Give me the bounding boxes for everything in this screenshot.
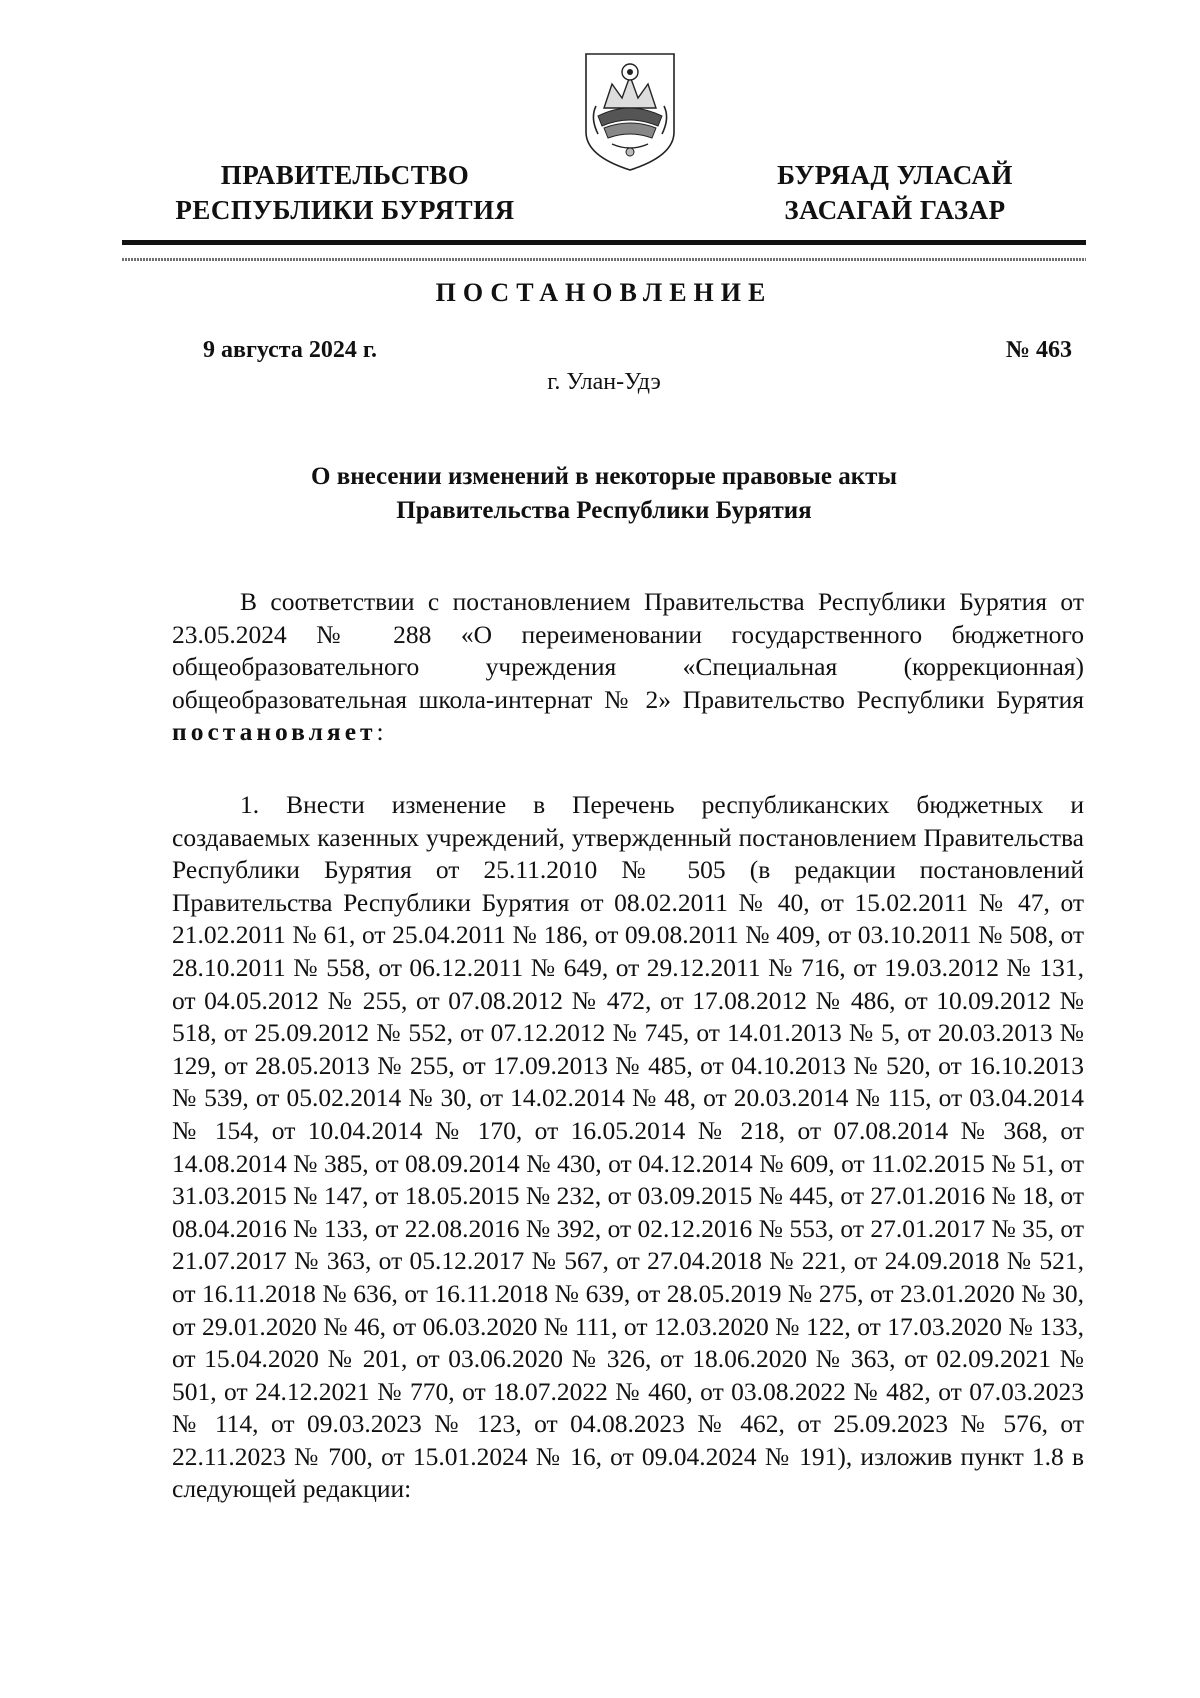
paragraph-preamble: [172, 586, 1084, 749]
header-divider-thick: [122, 240, 1086, 245]
org-name-russian-line2: РЕСПУБЛИКИ БУРЯТИЯ: [175, 195, 515, 225]
document-date: 9 августа 2024 г.: [203, 337, 378, 363]
preamble-end: :: [376, 717, 384, 747]
header-divider-thin: [122, 258, 1086, 261]
paragraph-item-1: [172, 789, 1084, 1506]
preamble-text: В соответствии с постановлением Правительства Республики Бурятия от 23.05.2024 № 288 «О переименовании государственного бюджетного общеобразовательного учреждения «Специальная (коррекционная) общеобразовательная школа-интернат № 2» Правительство Республики Бурятия: [172, 587, 1084, 714]
document-number: № 463: [1005, 337, 1072, 363]
org-name-buryat: [745, 158, 1045, 228]
org-name-buryat-line2: ЗАСАГАЙ ГАЗАР: [784, 195, 1006, 225]
org-name-russian-line1: ПРАВИТЕЛЬСТВО: [220, 160, 470, 190]
coat-of-arms-icon: [582, 48, 678, 174]
org-name-buryat-line1: БУРЯАД УЛАСАЙ: [777, 160, 1013, 190]
document-subject: [122, 460, 1086, 528]
item-1-text: 1. Внести изменение в Перечень республиканских бюджетных и создаваемых казенных учреждений, утвержденный постановлением Правительства Республики Бурятия от 25.11.2010 № 505 (в редакции постановлений Правительства Республики Бурятия от 08.02.2011 № 40, от 15.02.2011 № 47, от 21.02.2011 № 61, от 25.04.2011 № 186, от 09.08.2011 № 409, от 03.10.2011 № 508, от 28.10.2011 № 558, от 06.12.2011 № 649, от 29.12.2011 № 716, от 19.03.2012 № 131, от 04.05.2012 № 255, от 07.08.2012 № 472, от 17.08.2012 № 486, от 10.09.2012 № 518, от 25.09.2012 № 552, от 07.12.2012 № 745, от 14.01.2013 № 5, от 20.03.2013 № 129, от 28.05.2013 № 255, от 17.09.2013 № 485, от 04.10.2013 № 520, от 16.10.2013 № 539, от 05.02.2014 № 30, от 14.02.2014 № 48, от 20.03.2014 № 115, от 03.04.2014 № 154, от 10.04.2014 № 170, от 16.05.2014 № 218, от 07.08.2014 № 368, от 14.08.2014 № 385, от 08.09.2014 № 430, от 04.12.2014 № 609, от 11.02.2015 № 51, от 31.03.2015 № 147, от 18.05.2015 № 232, от 03.09.2015 № 445, от 27.01.2016 № 18, от 08.04.2016 № 133, от 22.08.2016 № 392, от 02.12.2016 № 553, от 27.01.2017 № 35, от 21.07.2017 № 363, от 05.12.2017 № 567, от 27.04.2018 № 221, от 24.09.2018 № 521, от 16.11.2018 № 636, от 16.11.2018 № 639, от 28.05.2019 № 275, от 23.01.2020 № 30, от 29.01.2020 № 46, от 06.03.2020 № 111, от 12.03.2020 № 122, от 17.03.2020 № 133, от 15.04.2020 № 201, от 03.06.2020 № 326, от 18.06.2020 № 363, от 02.09.2021 № 501, от 24.12.2021 № 770, от 18.07.2022 № 460, от 03.08.2022 № 482, от 07.03.2023 № 114, от 09.03.2023 № 123, от 04.08.2023 № 462, от 25.09.2023 № 576, от 22.11.2023 № 700, от 15.01.2024 № 16, от 09.04.2024 № 191), изложив пункт 1.8 в следующей редакции:: [172, 790, 1084, 1504]
org-name-russian: [160, 158, 530, 228]
document-type: ПОСТАНОВЛЕНИЕ: [435, 278, 773, 307]
preamble-emphasis: постановляет: [172, 717, 377, 747]
document-subject-line1: О внесении изменений в некоторые правовые акты: [311, 463, 897, 490]
document-subject-line2: Правительства Республики Бурятия: [396, 497, 812, 524]
document-city: г. Улан-Удэ: [547, 369, 661, 395]
